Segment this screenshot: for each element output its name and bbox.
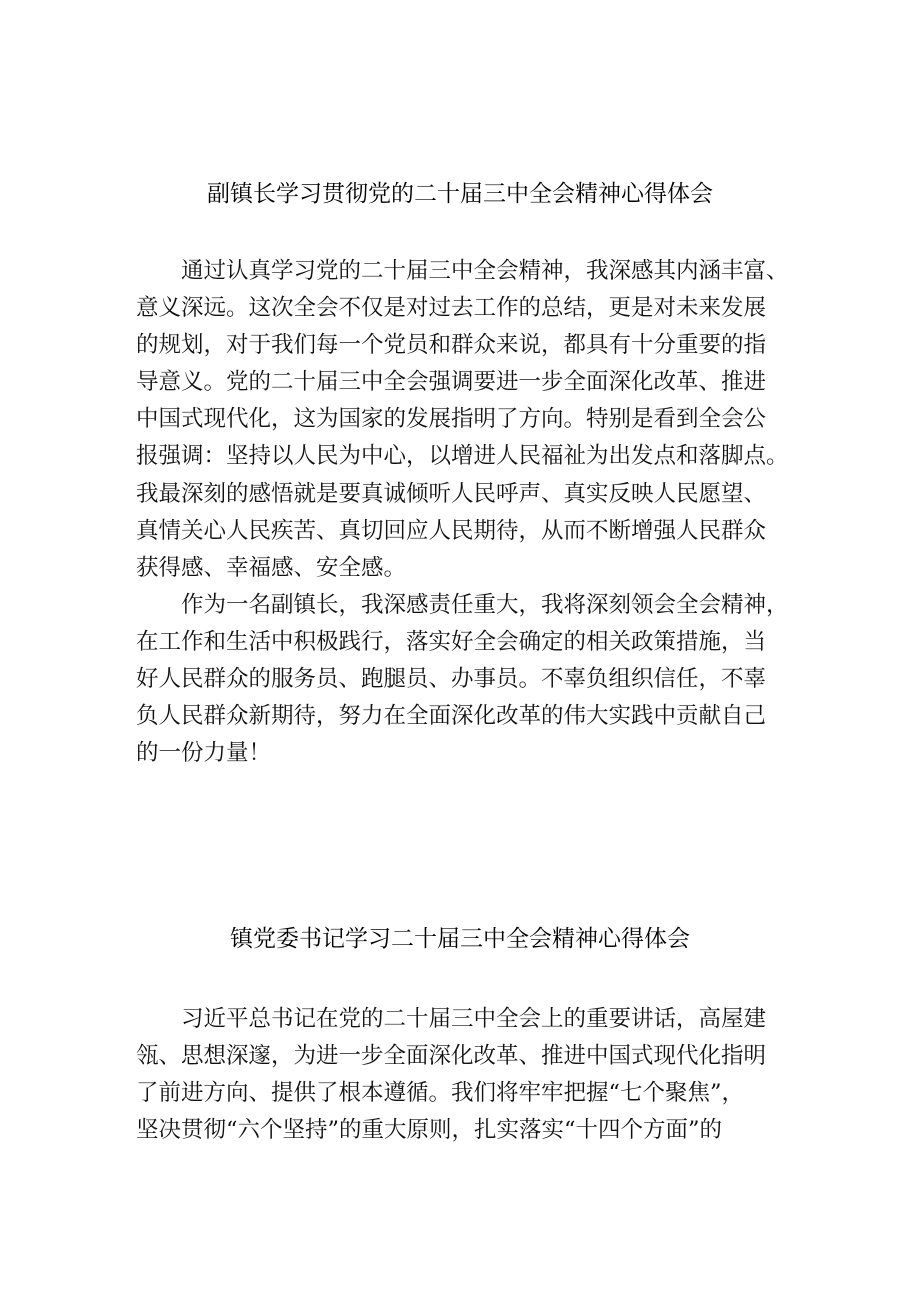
body-line: 的规划，对于我们每一个党员和群众来说，都具有十分重要的指 — [136, 332, 767, 359]
body-line: 好人民群众的服务员、跑腿员、办事员。不辜负组织信任，不辜 — [136, 666, 767, 693]
body-line: 中国式现代化，这为国家的发展指明了方向。特别是看到全会公 — [136, 406, 767, 433]
body-line: 的一份力量！ — [136, 740, 272, 767]
article-body-1 — [136, 253, 796, 772]
body-line: 导意义。党的二十届三中全会强调要进一步全面深化改革、推进 — [136, 369, 767, 396]
body-line: 我最深刻的感悟就是要真诚倾听人民呼声、真实反映人民愿望、 — [136, 480, 767, 507]
body-line: 意义深远。这次全会不仅是对过去工作的总结，更是对未来发展 — [136, 295, 767, 322]
body-line: 习近平总书记在党的二十届三中全会上的重要讲话，高屋建 — [181, 1006, 767, 1032]
body-line: 负人民群众新期待，努力在全面深化改革的伟大实践中贡献自己 — [136, 703, 767, 730]
body-line: 瓴、思想深邃，为进一步全面深化改革、推进中国式现代化指明 — [136, 1043, 767, 1070]
body-line: 真情关心人民疾苦、真切回应人民期待，从而不断增强人民群众 — [136, 517, 767, 544]
body-line: 坚决贯彻“六个坚持”的重大原则，扎实落实“十四个方面”的 — [136, 1117, 723, 1144]
article-title-1: 副镇长学习贯彻党的二十届三中全会精神心得体会 — [207, 181, 713, 207]
body-line: 在工作和生活中积极践行，落实好全会确定的相关政策措施，当 — [136, 628, 767, 655]
body-line: 通过认真学习党的二十届三中全会精神，我深感其内涵丰富、 — [181, 258, 789, 284]
body-line: 作为一名副镇长，我深感责任重大，我将深刻领会全会精神， — [181, 591, 789, 618]
body-line: 获得感、幸福感、安全感。 — [136, 554, 407, 581]
article-title-2: 镇党委书记学习二十届三中全会精神心得体会 — [230, 926, 690, 952]
body-line: 报强调：坚持以人民为中心，以增进人民福祉为出发点和落脚点。 — [136, 443, 789, 470]
body-line: 了前进方向、提供了根本遵循。我们将牢牢把握“七个聚焦”， — [136, 1080, 745, 1107]
article-body-2 — [136, 1001, 796, 1149]
